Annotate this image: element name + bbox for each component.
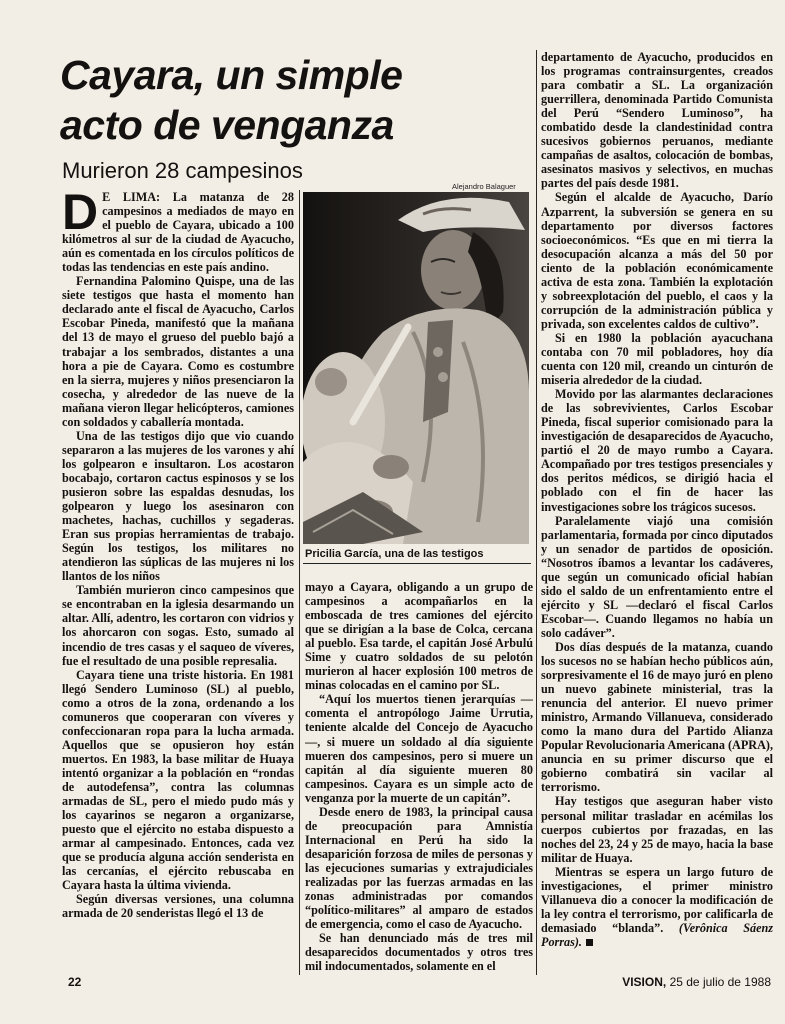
photo-illustration [303,192,529,544]
magazine-footer [622,975,771,989]
article-title: Cayara, un simple acto de venganza [60,52,403,148]
column-divider-2 [536,50,537,975]
paragraph: departamento de Ayacucho, producidos en los programas contrainsurgentes, creados para combatir a SL. La organización guerrillera, denominada Partido Comunista del Perú “Sendero Luminoso”, ha combatido desde la clandestinidad contra sucesivos gobiernos peruanos, mediante campañas de asaltos, colocación de bombas, asesinatos masivos y selectivos, en muchas partes del país desde 1981. [541,50,773,191]
paragraph: Se han denunciado más de tres mil desaparecidos documentados y otros tres mil indocumentados, solamente en el [305,931,533,974]
drop-cap: D [62,190,99,240]
article-subtitle: Murieron 28 campesinos [62,158,303,183]
paragraph: Según diversas versiones, una columna armada de 20 senderistas llegó el 13 de [62,892,294,921]
paragraph: Fernandina Palomino Quispe, una de las siete testigos que hasta el momento han declarado ante el fiscal de Ayacucho, Carlos Escobar Pineda, manifestó que la mañana del 13 de mayo el grueso del pueblo bajó a trabajar a los sembrados, distantes a una hora a pie de Cayara. Como es costumbre en la sierra, mujeres y niños presenciaron la cosecha, y alrededor de las nueve de la mañana vieron llegar helicópteros, camiones con soldados y caballería montada. [62,274,294,429]
paragraph: Según el alcalde de Ayacucho, Darío Azparrent, la subversión se genera en su departamento por diversos factores socioeconómicos. “Es que en mi tierra la desocupación alcanza a más del 50 por ciento de la población económicamente activa de esta zona. También la explotación y sobreexplotación del pueblo, el caos y la corrupción de la administración pública y privada, son excelentes caldos de cultivo”. [541,190,773,331]
paragraph: Cayara tiene una triste historia. En 1981 llegó Sendero Luminoso (SL) al pueblo, como a otros de la zona, ordenando a los comuneros que cooperaran con víveres y confeccionaran ropa para la lucha armada. Aquellos que se opusieron hoy están muertos. En 1983, la base militar de Huaya intentó organizar a la población en “rondas de autodefensa”, contra las columnas armadas de SL, pero el miedo pudo más y los cayarinos se negaron a organizarse, puesto que el ejército no estaba dispuesto a armar al campesinado. Entonces, cada vez que se producía alguna acción senderista en las cercanías, el ejército rebuscaba en Cayara hasta la última vivienda. [62,667,294,893]
paragraph: “Aquí los muertos tienen jerarquías —comenta el antropólogo Jaime Urrutia, teniente alcalde del Concejo de Ayacucho—, si muere un soldado al día siguiente mueren dos campesinos, pero si muere un capitán al día siguiente mueren 80 campesinos. Cayara es un simple acto de venganza por la muerte de un capitán”. [305,692,533,805]
paragraph: Desde enero de 1983, la principal causa de preocupación para Amnistía Internacional en Perú ha sido la desaparición forzosa de miles de personas y las ejecuciones sumarias y extrajudiciales realizadas por las fuerzas armadas en las zonas administradas por comandos “político-militares” al amparo de estados de emergencia, como el caso de Ayacucho. [305,804,533,932]
paragraph: Paralelamente viajó una comisión parlamentaria, formada por cinco diputados y un senador de partidos de oposición. “Nosotros íbamos a levantar los cadáveres, que según un comunicado oficial habían sido el saldo de un enfrentamiento entre el ejército y SL —declaró el fiscal Carlos Escobar—. Cuando llegamos no había un solo cadáver”. [541,513,773,640]
lead-paragraph [62,190,294,274]
issue-date: 25 de julio de 1988 [669,975,771,989]
paragraph: Si en 1980 la población ayacuchana contaba con 70 mil pobladores, hoy día cuenta con 120 mil, creando un cinturón de miseria alrededor de la ciudad. [541,330,773,388]
photo-credit: Alejandro Balaguer [452,182,516,191]
article-column-3 [541,50,773,980]
paragraph: También murieron cinco campesinos que se encontraban en la iglesia desarmando un altar. Allí, adentro, les cortaron con vidrios y los ahorcaron con sogas. Esto, sumado al incendio de tres casas y el saqueo de víveres, fue el resultado de una posible represalia. [62,583,294,668]
caption-rule [303,563,531,564]
article-column-1 [62,190,294,980]
author-signature: (Verônica Sáenz Porras). [541,920,773,949]
final-paragraph [541,865,773,949]
paragraph-text: E LIMA: La matanza de 28 campesinos a mediados de mayo en el pueblo de Cayara, ubicado a 100 kilómetros al sur de la ciudad de Ayacucho, aún es comentada en los círculos políticos de todas las tendencias en este país andino. [62,190,294,275]
article-column-2 [305,580,533,980]
page-number: 22 [68,975,82,989]
paragraph-text: Mientras se espera un largo futuro de investigaciones, el primer ministro Villanueva dio a conocer la modificación de la ley contra el terrorismo, por calificarla de demasiado “blanda”. [541,864,773,935]
paragraph: mayo a Cayara, obligando a un grupo de campesinos a acompañarlos en la emboscada de tres camiones del ejército que se dirigían a la base de Colca, cercana al pueblo. Esa tarde, el capitán José Arbulú Sime y cuatro soldados de su pelotón murieron al hacer explosión 100 metros de minas colocadas en el camino por SL. [305,580,533,693]
magazine-name: VISION, [622,975,667,989]
paragraph: Hay testigos que aseguran haber visto personal militar trasladar en acémilas los cuerpos cubiertos por frazadas, en las noches del 23, 24 y 25 de mayo, hacia la base militar de Huaya. [541,794,773,865]
paragraph: Dos días después de la matanza, cuando los sucesos no se habían hecho públicos aún, sorpresivamente el 16 de mayo juró en pleno un nuevo gabinete ministerial, tras la renuncia del anterior. El nuevo primer ministro, Armando Villanueva, considerado como la mano dura del Partido Alianza Popular Revolucionaria Americana (APRA), anuncia en su primer discurso que el gobierno combatirá sin vacilar al terrorismo. [541,639,773,795]
article-photo [303,192,529,544]
paragraph: Movido por las alarmantes declaraciones de las sobrevivientes, Carlos Escobar Pineda, fiscal superior comisionado para la investigación de desaparecidos de Ayacucho, partió el 20 de mayo rumbo a Cayara. Acompañado por tres testigos presenciales y dos peritos médicos, se dirigió hacia el poblado con el fin de hacer las investigaciones sobre los trágicos sucesos. [541,387,773,514]
end-mark [586,939,593,946]
column-divider-1 [299,190,300,975]
photo-caption: Pricilia García, una de las testigos [305,548,484,560]
paragraph: Una de las testigos dijo que vio cuando separaron a las mujeres de los varones y ahí los golpearon e insultaron. Los acostaron bocabajo, cortaron cactus espinosos y se los pusieron sobre las espaldas desnudas, los golpearon y luego los asesinaron con machetes, hachas, cuchillos y segaderas. Eran sus propias herramientas de trabajo. Según los testigos, los militares no atendieron las súplicas de las mujeres ni los llantos de los niños [62,428,294,584]
